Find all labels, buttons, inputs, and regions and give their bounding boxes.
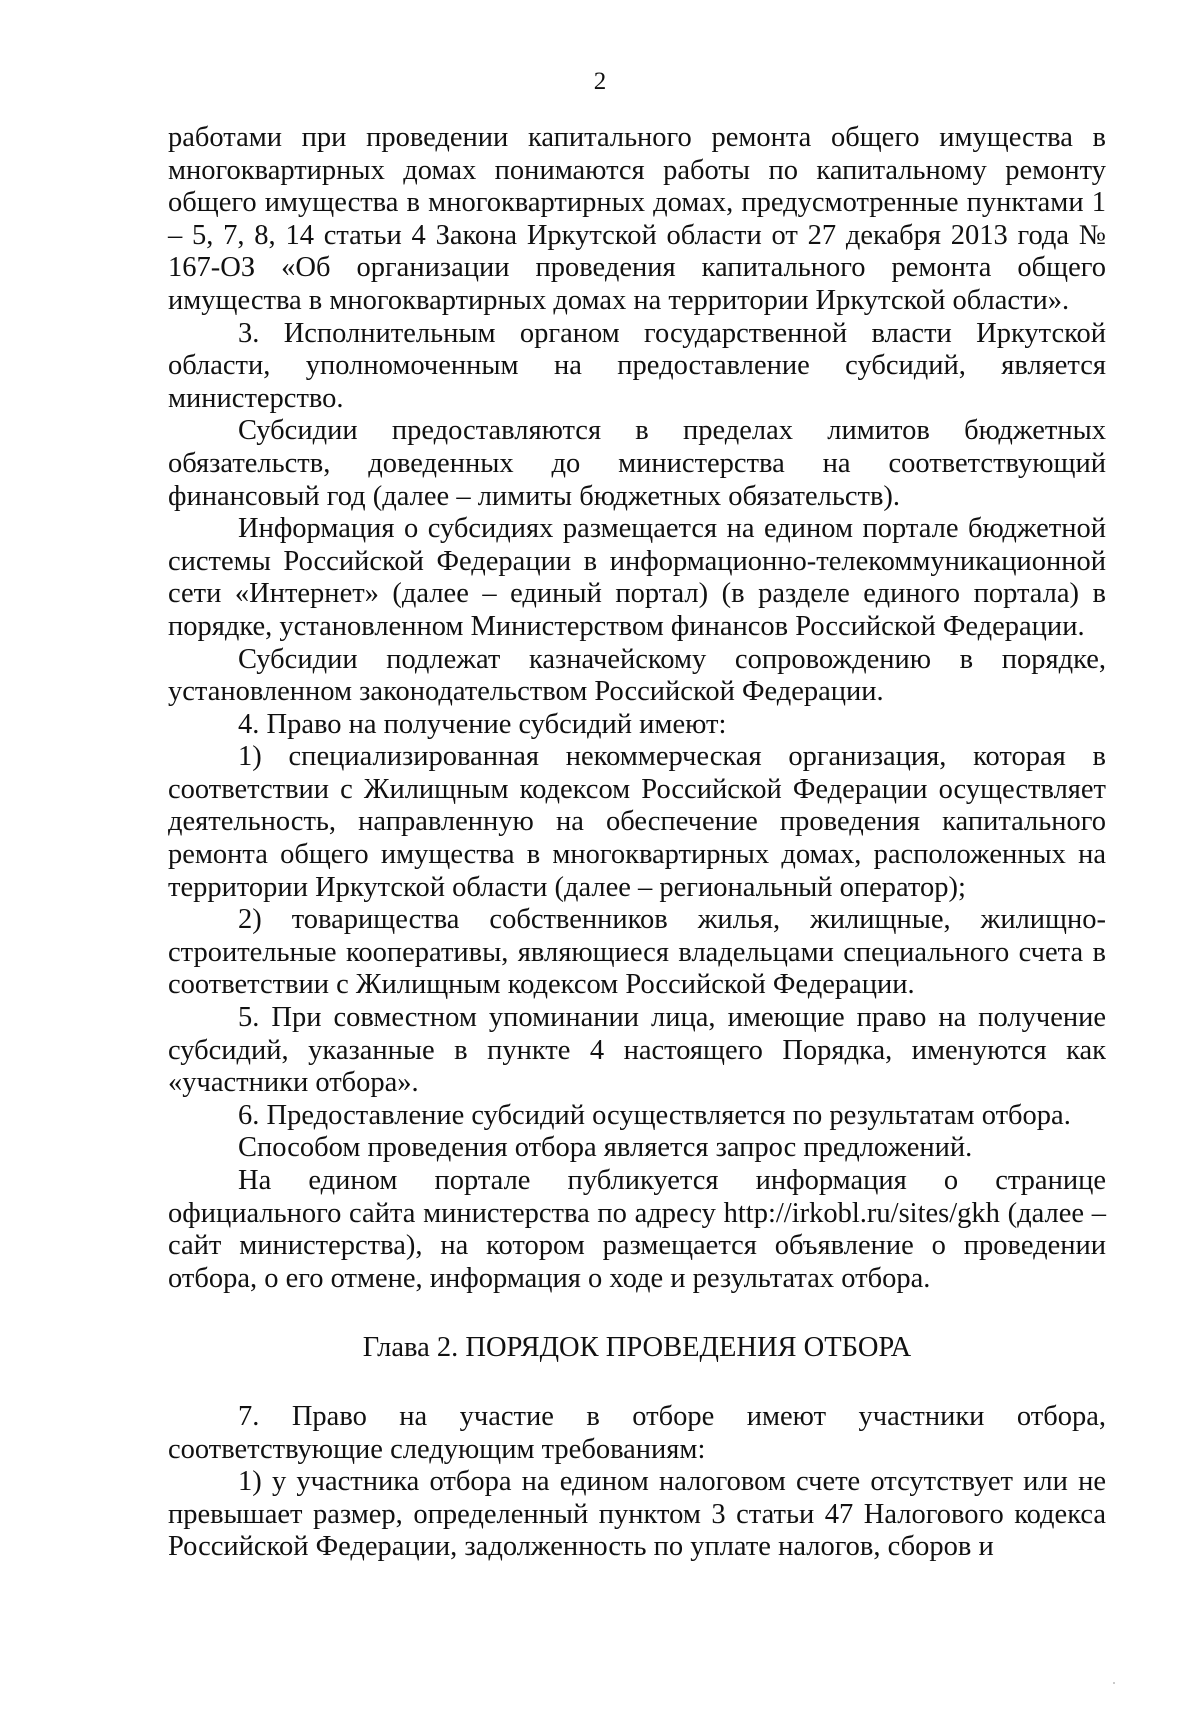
paragraph-item-4-2: 2) товарищества собственников жилья, жилищные, жилищно-строительные кооперативы, являющиеся владельцами специального счета в соответствии с Жилищным кодексом Российской Федерации. — [168, 904, 1106, 1001]
paragraph-continuation: работами при проведении капитального ремонта общего имущества в многоквартирных домах понимаются работы по капитальному ремонту общего имущества в многоквартирных домах, предусмотренные пунктами 1 – 5, 7, 8, 14 статьи 4 Закона Иркутской области от 27 декабря 2013 года № 167-ОЗ «Об организации проведения капитального ремонта общего имущества в многоквартирных домах на территории Иркутской области». — [168, 122, 1106, 316]
paragraph-selection-method: Способом проведения отбора является запрос предложений. — [238, 1132, 973, 1164]
scan-artifact — [1113, 1682, 1115, 1684]
paragraph-treasury-support: Субсидии подлежат казначейскому сопровождению в порядке, установленном законодательством Российской Федерации. — [168, 643, 1106, 708]
paragraph-item-7: 7. Право на участие в отборе имеют участники отбора, соответствующие следующим требованиям: — [168, 1400, 1106, 1465]
paragraph-item-6: 6. Предоставление субсидий осуществляется по результатам отбора. — [238, 1099, 1071, 1131]
paragraph-item-3: 3. Исполнительным органом государственной власти Иркутской области, уполномоченным на предоставление субсидий, является министерство. — [168, 317, 1106, 414]
page-number: 2 — [593, 68, 607, 95]
paragraph-item-4: 4. Право на получение субсидий имеют: — [238, 708, 727, 740]
paragraph-subsidy-info: Информация о субсидиях размещается на едином портале бюджетной системы Российской Федерации в информационно-телекоммуникационной сети «Интернет» (далее – единый портал) (в разделе единого портала) в порядке, установленном Министерством финансов Российской Федерации. — [168, 513, 1106, 642]
document-body — [168, 122, 1106, 1564]
paragraph-ministry-website: На едином портале публикуется информация о странице официального сайта министерства по адресу http://irkobl.ru/sites/gkh (далее – сайт министерства), на котором размещается объявление о проведении отбора, о его отмене, информация о ходе и результатах отбора. — [168, 1165, 1106, 1294]
paragraph-item-7-1: 1) у участника отбора на едином налоговом счете отсутствует или не превышает размер, определенный пунктом 3 статьи 47 Налогового кодекса Российской Федерации, задолженность по уплате налогов, сборов и — [168, 1466, 1106, 1563]
chapter-title: Глава 2. ПОРЯДОК ПРОВЕДЕНИЯ ОТБОРА — [362, 1332, 912, 1364]
paragraph-item-4-1: 1) специализированная некоммерческая организация, которая в соответствии с Жилищным кодексом Российской Федерации осуществляет деятельность, направленную на обеспечение проведения капитального ремонта общего имущества в многоквартирных домах, расположенных на территории Иркутской области (далее – региональный оператор); — [168, 741, 1106, 903]
paragraph-item-5: 5. При совместном упоминании лица, имеющие право на получение субсидий, указанные в пункте 4 настоящего Порядка, именуются как «участники отбора». — [168, 1002, 1106, 1099]
paragraph-subsidy-limits: Субсидии предоставляются в пределах лимитов бюджетных обязательств, доведенных до министерства на соответствующий финансовый год (далее – лимиты бюджетных обязательств). — [168, 415, 1106, 512]
